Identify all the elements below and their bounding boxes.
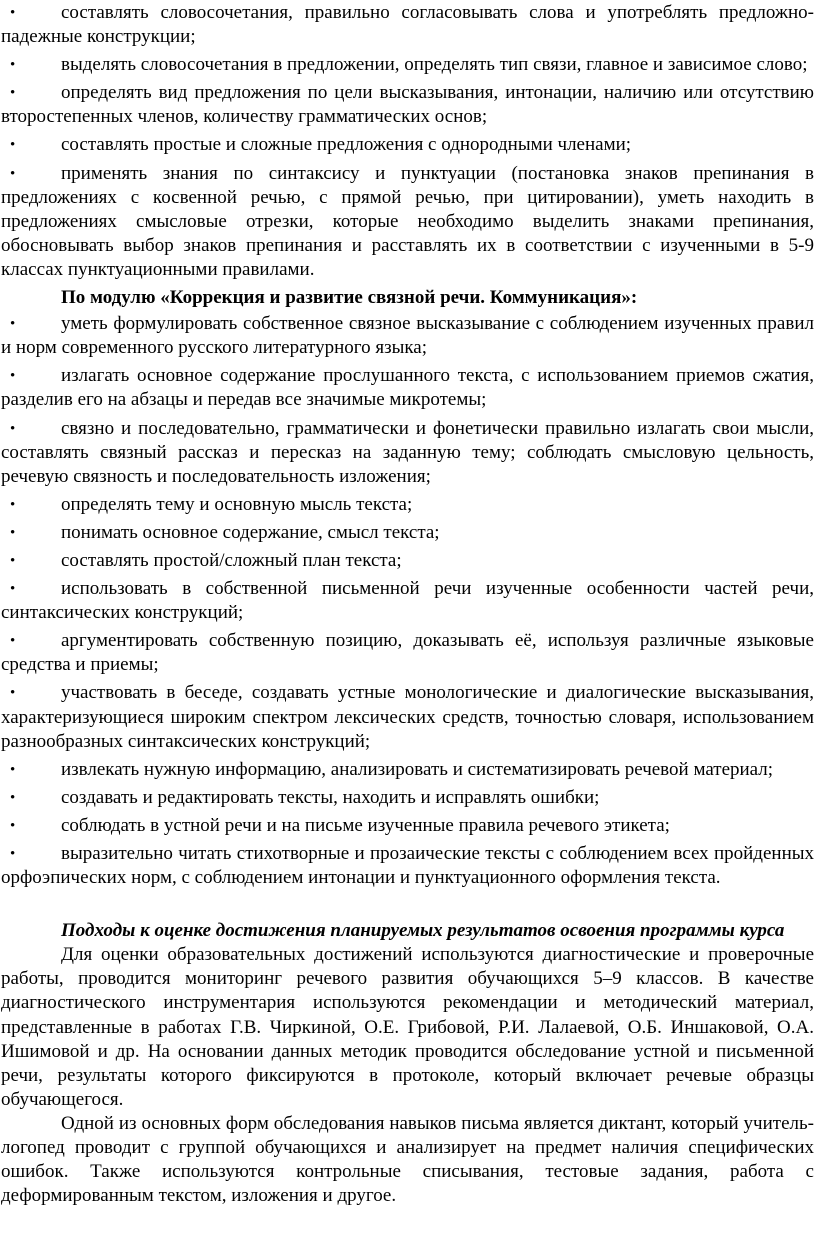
bullet-icon <box>10 133 15 157</box>
list-item-text: участвовать в беседе, создавать устные монологические и диалогические высказывания, характеризующиеся широким спектром лексических средств, точностью словаря, использованием разнообразных синтаксических конструкций; <box>1 682 814 752</box>
list-item <box>1 53 814 77</box>
skills-list-speech <box>1 312 814 890</box>
skills-list-syntax <box>1 1 814 282</box>
body-paragraph: Одной из основных форм обследования навыков письма является диктант, который учитель-логопед проводит с группой обучающихся и анализирует на предмет наличия специфических ошибок. Также используются контрольные списывания, тестовые задания, работа с деформированным текстом, изложения и другое. <box>1 1112 814 1207</box>
list-item <box>1 493 814 517</box>
list-item-text: связно и последовательно, грамматически и фонетически правильно излагать свои мысли, составлять связный рассказ и пересказ на заданную тему; соблюдать смысловую цельность, речевую связность и последовательность изложения; <box>1 417 814 487</box>
list-item-text: определять вид предложения по цели высказывания, интонации, наличию или отсутствию второстепенных членов, количеству грамматических основ; <box>1 82 814 128</box>
list-item <box>1 629 814 677</box>
list-item <box>1 521 814 545</box>
bullet-icon <box>10 417 15 441</box>
list-item <box>1 364 814 412</box>
bullet-icon <box>10 842 15 866</box>
list-item-text: применять знания по синтаксису и пунктуации (постановка знаков препинания в предложениях с косвенной речью, с прямой речью, при цитировании), уметь находить в предложениях смысловые отрезки, которые необходимо выделить знаками препинания, обосновывать выбор знаков препинания и расставлять их в соответствии с изученными в 5-9 классах пунктуационными правилами. <box>1 162 814 280</box>
list-item <box>1 842 814 890</box>
list-item-text: использовать в собственной письменной речи изученные особенности частей речи, синтаксических конструкций; <box>1 578 814 624</box>
bullet-icon <box>10 629 15 653</box>
bullet-icon <box>10 577 15 601</box>
bullet-icon <box>10 786 15 810</box>
section-spacer <box>1 894 814 919</box>
bullet-icon <box>10 549 15 573</box>
list-item <box>1 577 814 625</box>
section-heading: Подходы к оценке достижения планируемых результатов освоения программы курса <box>61 920 785 942</box>
list-item-text: выделять словосочетания в предложении, определять тип связи, главное и зависимое слово; <box>61 54 808 76</box>
list-item <box>1 786 814 810</box>
list-item-text: составлять словосочетания, правильно согласовывать слова и употреблять предложно-падежные конструкции; <box>1 2 814 48</box>
list-item-text: выразительно читать стихотворные и прозаические тексты с соблюдением всех пройденных орфоэпических норм, с соблюдением интонации и пунктуационного оформления текста. <box>1 843 814 889</box>
list-item <box>1 417 814 489</box>
bullet-icon <box>10 81 15 105</box>
list-item <box>1 814 814 838</box>
list-item-text: составлять простой/сложный план текста; <box>61 549 402 571</box>
list-item-text: определять тему и основную мысль текста; <box>61 493 413 515</box>
bullet-icon <box>10 162 15 186</box>
bullet-icon <box>10 493 15 517</box>
list-item-text: составлять простые и сложные предложения с однородными членами; <box>61 134 632 156</box>
bullet-icon <box>10 814 15 838</box>
bullet-icon <box>10 758 15 782</box>
bullet-icon <box>10 1 15 25</box>
body-paragraph: Для оценки образовательных достижений используются диагностические и проверочные работы, проводится мониторинг речевого развития обучающихся 5–9 классов. В качестве диагностического инструментария используются рекомендации и методический материал, представленные в работах Г.В. Чиркиной, О.Е. Грибовой, Р.И. Лалаевой, О.Б. Иншаковой, О.А. Ишимовой и др. На основании данных методик проводится обследование устной и письменной речи, результаты которого фиксируются в протоколе, который включает речевые образцы обучающегося. <box>1 944 814 1110</box>
list-item <box>1 81 814 129</box>
bullet-icon <box>10 521 15 545</box>
list-item-text: понимать основное содержание, смысл текста; <box>61 521 440 543</box>
module-heading: По модулю «Коррекция и развитие связной речи. Коммуникация»: <box>61 287 638 309</box>
list-item-text: извлекать нужную информацию, анализировать и систематизировать речевой материал; <box>61 758 774 780</box>
list-item <box>1 549 814 573</box>
list-item-text: уметь формулировать собственное связное высказывание с соблюдением изученных правил и норм современного русского литературного языка; <box>1 313 814 359</box>
list-item <box>1 162 814 282</box>
bullet-icon <box>10 364 15 388</box>
list-item-text: соблюдать в устной речи и на письме изученные правила речевого этикета; <box>61 814 670 836</box>
bullet-icon <box>10 53 15 77</box>
list-item <box>1 758 814 782</box>
bullet-icon <box>10 312 15 336</box>
list-item-text: излагать основное содержание прослушанного текста, с использованием приемов сжатия, разделив его на абзацы и передав все значимые микротемы; <box>1 365 814 411</box>
list-item <box>1 133 814 157</box>
list-item <box>1 681 814 753</box>
bullet-icon <box>10 681 15 705</box>
list-item-text: создавать и редактировать тексты, находить и исправлять ошибки; <box>61 786 600 808</box>
list-item-text: аргументировать собственную позицию, доказывать её, используя различные языковые средства и приемы; <box>1 630 814 676</box>
list-item <box>1 312 814 360</box>
list-item <box>1 1 814 49</box>
